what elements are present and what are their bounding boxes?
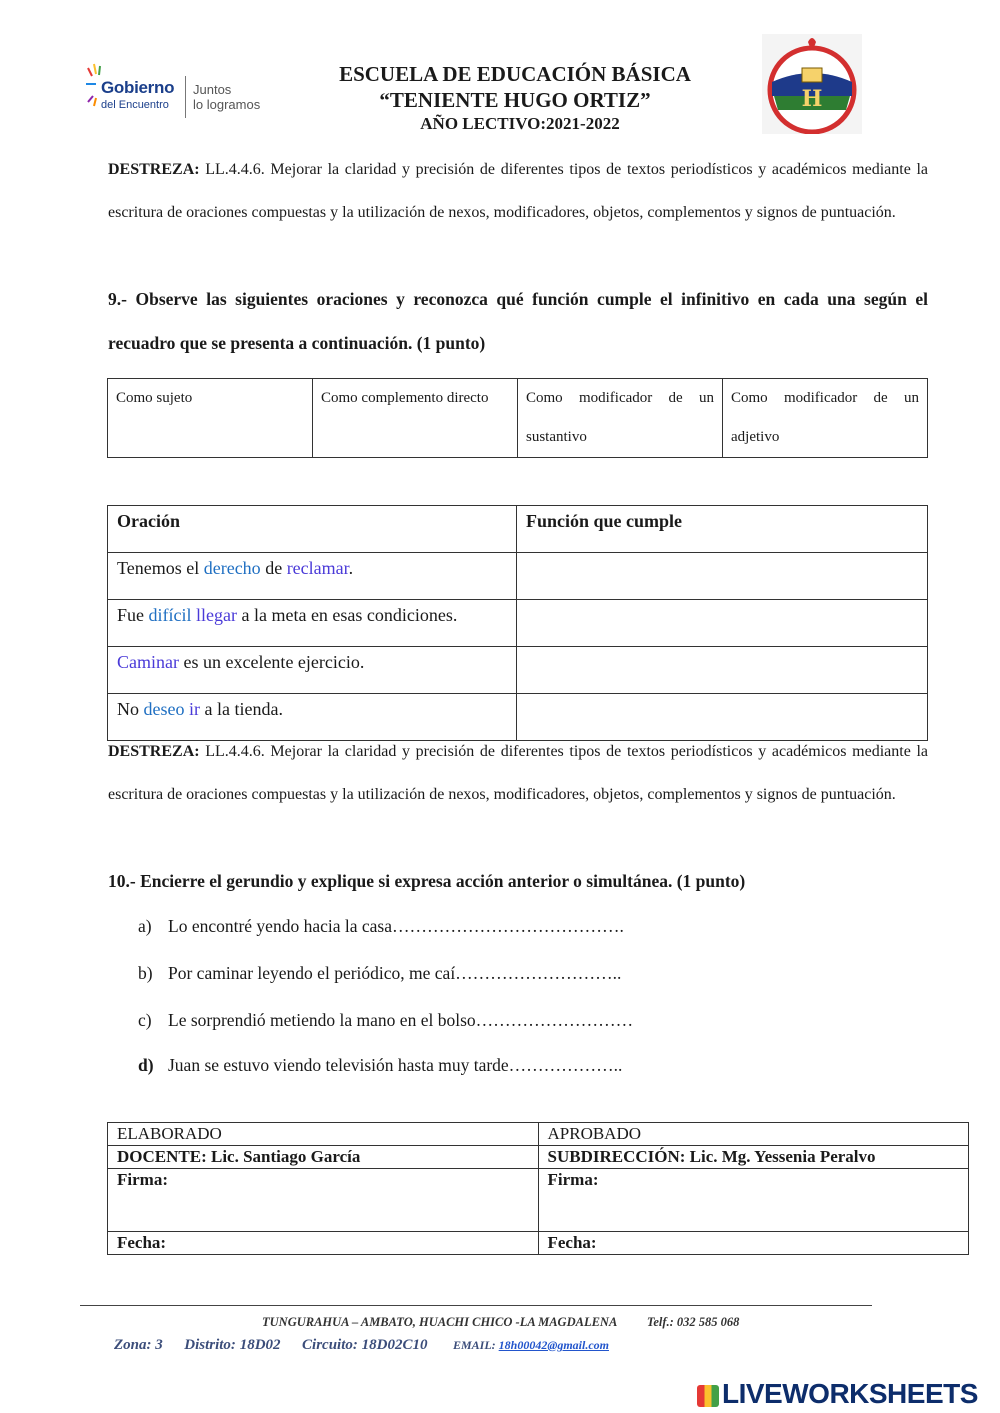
school-subname: “TENIENTE HUGO ORTIZ” xyxy=(379,88,651,112)
sentence-cell: Tenemos el derecho de reclamar. xyxy=(108,553,517,600)
destreza-text: LL.4.4.6. Mejorar la claridad y precisión de diferentes tipos de textos periodísticos y académicos mediante la escritura de oraciones compuestas y la utilización de nexos, modificadores, objetos, complementos y signos de puntuación. xyxy=(108,743,928,803)
header-funcion: Función que cumple xyxy=(517,506,928,553)
destreza-paragraph-2 xyxy=(108,730,928,816)
footer-zona: 3 xyxy=(155,1337,163,1353)
firma-cell-left: Firma: xyxy=(108,1169,539,1232)
footer-email-link[interactable]: 18h00042@gmail.com xyxy=(498,1338,609,1352)
footer-circuito: 18D02C10 xyxy=(361,1337,428,1353)
destreza-text: LL.4.4.6. Mejorar la claridad y precisión de diferentes tipos de textos periodísticos y académicos mediante la escritura de oraciones compuestas y la utilización de nexos, modificadores, objetos, complementos y signos de puntuación. xyxy=(108,161,928,221)
answer-cell[interactable] xyxy=(517,647,928,694)
fecha-cell-left: Fecha: xyxy=(108,1232,539,1255)
liveworksheets-watermark: LIVEWORKSHEETS xyxy=(697,1378,978,1410)
firma-cell-right: Firma: xyxy=(538,1169,969,1232)
school-name: ESCUELA DE EDUCACIÓN BÁSICA xyxy=(339,62,691,86)
school-emblem-icon xyxy=(762,34,862,134)
sentence-cell: Caminar es un excelente ejercicio. xyxy=(108,647,517,694)
table-row xyxy=(108,553,928,600)
option-cell: Como complemento directo xyxy=(313,379,518,458)
option-cell: Como modificador de un sustantivo xyxy=(518,379,723,458)
sentence-cell: No deseo ir a la tienda. xyxy=(108,694,517,741)
school-year: AÑO LECTIVO:2021-2022 xyxy=(420,114,620,133)
liveworksheets-icon xyxy=(697,1385,719,1407)
school-title xyxy=(300,61,730,113)
function-options-table xyxy=(107,378,928,458)
option-cell: Como modificador de un adjetivo xyxy=(723,379,928,458)
svg-text:H: H xyxy=(801,86,823,112)
footer-phone: Telf.: 032 585 068 xyxy=(646,1315,740,1329)
list-item: d) Juan se estuvo viendo televisión hasta muy tarde……………….. xyxy=(138,1055,623,1075)
gov-logo-title: Gobierno xyxy=(101,78,175,97)
aprobado-cell: APROBADO xyxy=(538,1123,969,1146)
list-item: b) Por caminar leyendo el periódico, me caí……………………….. xyxy=(138,963,622,983)
destreza-label: DESTREZA: xyxy=(108,161,200,178)
destreza-paragraph-1 xyxy=(108,148,928,234)
footer-codes-line: Zona: 3 Distrito: 18D02 Circuito: 18D02C10 EMAIL: 18h00042@gmail.com xyxy=(114,1337,609,1353)
footer-address-line xyxy=(262,1315,739,1330)
footer-divider xyxy=(80,1305,872,1306)
destreza-label: DESTREZA: xyxy=(108,743,200,760)
list-item: c) Le sorprendió metiendo la mano en el bolso……………………… xyxy=(138,1010,634,1030)
list-item: a) Lo encontré yendo hacia la casa…………………………………. xyxy=(138,916,624,936)
answer-cell[interactable] xyxy=(517,553,928,600)
docente-cell: DOCENTE: Lic. Santiago García xyxy=(108,1146,539,1169)
table-row xyxy=(108,600,928,647)
logo-divider xyxy=(185,76,186,118)
elaborado-cell: ELABORADO xyxy=(108,1123,539,1146)
footer-address: TUNGURAHUA – AMBATO, HUACHI CHICO -LA MAGDALENA xyxy=(262,1315,617,1329)
footer-distrito: 18D02 xyxy=(239,1337,281,1353)
header-oracion: Oración xyxy=(108,506,517,553)
sentence-cell: Fue difícil llegar a la meta en esas condiciones. xyxy=(108,600,517,647)
signature-table xyxy=(107,1122,969,1255)
fecha-cell-right: Fecha: xyxy=(538,1232,969,1255)
table-row xyxy=(108,647,928,694)
gov-logo-subtitle: del Encuentro xyxy=(101,99,169,111)
gov-slogan-2: lo logramos xyxy=(193,97,261,112)
answer-cell[interactable] xyxy=(517,600,928,647)
question-10: 10.- Encierre el gerundio y explique si expresa acción anterior o simultánea. (1 punto) xyxy=(108,871,746,891)
gov-slogan-1: Juntos xyxy=(193,82,232,97)
subdireccion-cell: SUBDIRECCIÓN: Lic. Mg. Yessenia Peralvo xyxy=(538,1146,969,1169)
question-9: 9.- Observe las siguientes oraciones y reconozca qué función cumple el infinitivo en cada una según el recuadro que se presenta a continuación. (1 punto) xyxy=(108,289,928,353)
option-cell: Como sujeto xyxy=(108,379,313,458)
sentences-table xyxy=(107,505,928,741)
